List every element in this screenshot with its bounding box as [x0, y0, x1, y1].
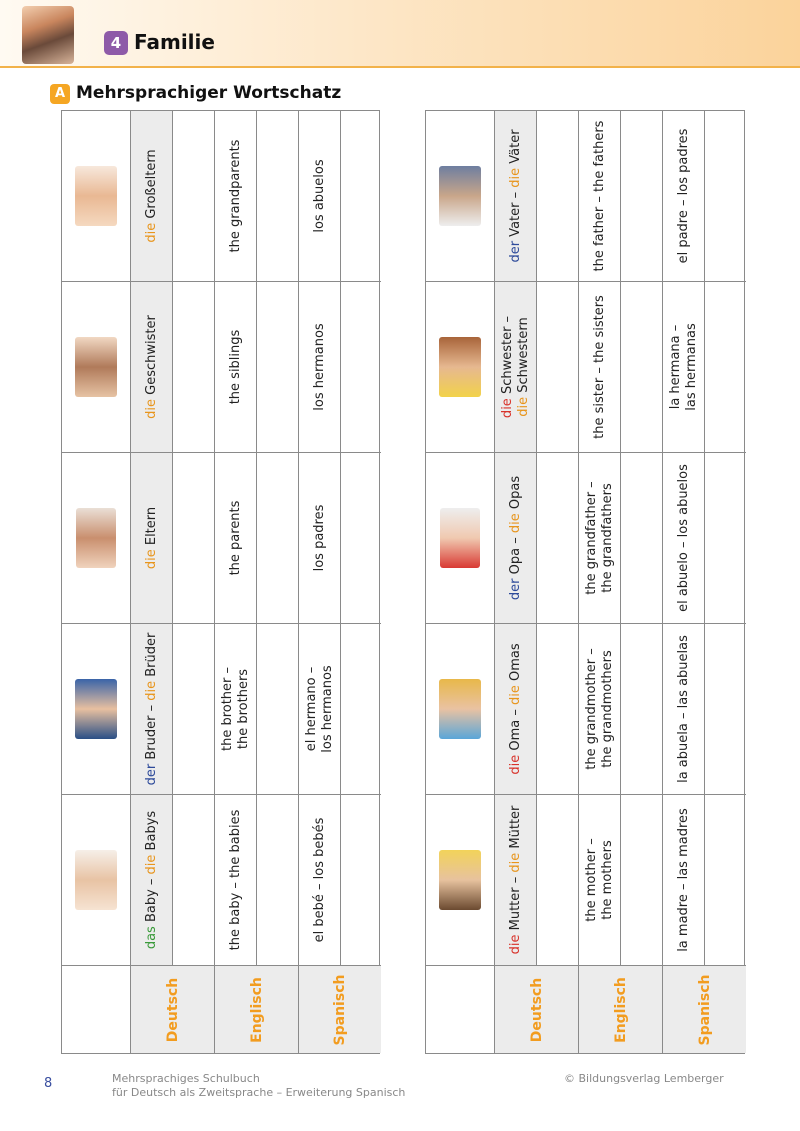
- es-term: el bebé – los bebés: [311, 817, 327, 943]
- table-row: [62, 282, 381, 453]
- es-term: el hermano – los hermanos: [303, 665, 335, 753]
- photo-father: [439, 166, 481, 226]
- photo-sister: [439, 337, 481, 397]
- photo-siblings: [75, 337, 117, 397]
- family-photo: [22, 6, 74, 64]
- es-term: los hermanos: [311, 323, 327, 411]
- es-term: los abuelos: [311, 159, 327, 233]
- photo-grandmother: [439, 679, 481, 739]
- photo-brother: [75, 679, 117, 739]
- lang-label-de: Deutsch: [528, 977, 545, 1042]
- es-term: la madre – las madres: [675, 808, 691, 952]
- es-term: la hermana – las hermanas: [667, 323, 699, 411]
- vocab-table-left: [61, 110, 380, 1054]
- table-row: [426, 624, 746, 795]
- lang-label-es: Spanisch: [332, 974, 348, 1045]
- de-term: die Oma – die Omas: [507, 643, 523, 775]
- en-term: the baby – the babies: [227, 809, 243, 951]
- en-term: the parents: [227, 500, 243, 576]
- en-term: the grandfather – the grandfathers: [583, 481, 615, 595]
- es-term: el abuelo – los abuelos: [675, 464, 691, 612]
- lang-label-en: Englisch: [248, 976, 265, 1043]
- section-badge: A: [50, 84, 70, 104]
- en-term: the grandmother – the grandmothers: [583, 648, 615, 770]
- table-row: [426, 111, 746, 282]
- chapter-title: Familie: [134, 30, 215, 54]
- en-term: the grandparents: [227, 139, 243, 253]
- lang-label-de: Deutsch: [164, 977, 181, 1042]
- de-term: die Mutter – die Mütter: [507, 805, 523, 955]
- en-term: the sister – the sisters: [591, 295, 607, 439]
- table-row: [426, 282, 746, 453]
- de-term: die Schwester – die Schwestern: [499, 315, 531, 419]
- table-row: [62, 795, 381, 966]
- photo-baby: [75, 850, 117, 910]
- de-term: die Eltern: [143, 506, 159, 570]
- section-title: Mehrsprachiger Wortschatz: [76, 83, 342, 103]
- table-row: [426, 453, 746, 624]
- language-header-row: [426, 966, 746, 1053]
- es-term: el padre – los padres: [675, 128, 691, 264]
- es-term: los padres: [311, 504, 327, 572]
- lang-label-en: Englisch: [612, 976, 629, 1043]
- table-row: [62, 453, 381, 624]
- language-header-row: [62, 966, 381, 1053]
- es-term: la abuela – las abuelas: [675, 635, 691, 783]
- de-term: der Opa – die Opas: [507, 475, 523, 601]
- lang-label-es: Spanisch: [696, 974, 713, 1045]
- vocab-table-right: [425, 110, 745, 1054]
- footer-copyright: © Bildungsverlag Lemberger: [564, 1072, 724, 1085]
- de-term: die Großeltern: [143, 149, 159, 243]
- photo-grandparents: [75, 166, 117, 226]
- page-header: [0, 0, 800, 68]
- photo-parents: [76, 508, 116, 568]
- table-row: [62, 111, 381, 282]
- de-term: die Geschwister: [143, 315, 159, 419]
- footer-book-title: Mehrsprachiges Schulbuch für Deutsch als Zweitsprache – Erweiterung Spanisch: [112, 1072, 406, 1099]
- en-term: the brother – the brothers: [219, 666, 251, 752]
- chapter-number-badge: 4: [104, 31, 128, 55]
- de-term: der Vater – die Väter: [507, 129, 523, 263]
- photo-mother: [439, 850, 481, 910]
- photo-grandfather: [440, 508, 480, 568]
- en-term: the siblings: [227, 329, 243, 405]
- en-term: the mother – the mothers: [583, 838, 615, 922]
- en-term: the father – the fathers: [591, 120, 607, 272]
- de-term: das Baby – die Babys: [143, 810, 159, 950]
- table-row: [62, 624, 381, 795]
- de-term: der Bruder – die Brüder: [143, 632, 159, 786]
- page-number: 8: [44, 1076, 53, 1091]
- table-row: [426, 795, 746, 966]
